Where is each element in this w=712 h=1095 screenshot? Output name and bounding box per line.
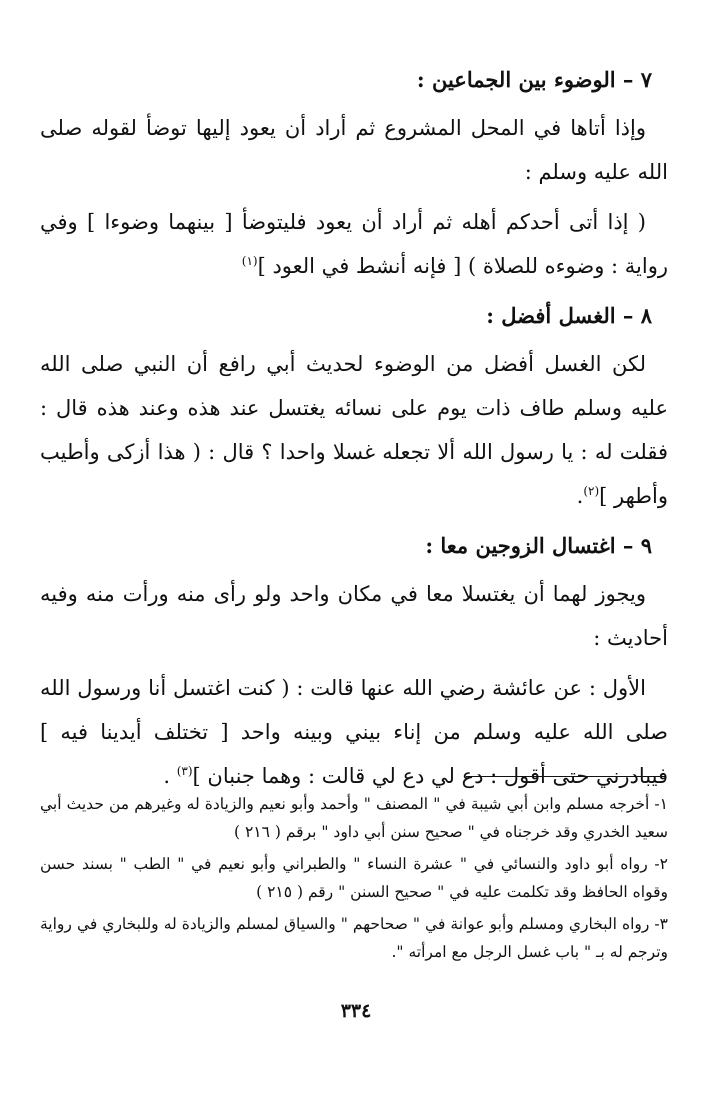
section-heading-7: ٧ – الوضوء بين الجماعين :: [416, 67, 652, 92]
page-number: ٣٣٤: [340, 1000, 372, 1022]
footnote-ref-2: (٢): [583, 484, 600, 498]
page-body: [40, 58, 668, 804]
paragraph-8-text: لكن الغسل أفضل من الوضوء لحديث أبي رافع أن النبي صلى الله عليه وسلم طاف ذات يوم على نسائه يغتسل عند هذه وعند هذه قال : فقلت له : يا رسول الله ألا تجعله غسلا واحدا ؟ قال : ( هذا أزكى وأطيب وأطهر ]: [40, 352, 668, 508]
footnote-ref-1: (١): [241, 254, 258, 268]
paragraph-9-1: ويجوز لهما أن يغتسلا معا في مكان واحد ولو رأى منه ورأت منه وفيه أحاديث :: [40, 582, 668, 650]
footnote-1: ١- أخرجه مسلم وابن أبي شيبة في " المصنف " وأحمد وأبو نعيم والزيادة له وغيرهم من حديث أبي سعيد الخدري وقد خرجناه في " صحيح سنن أبي داود " برقم ( ٢١٦ ): [40, 795, 668, 841]
footnote-separator: [466, 776, 666, 777]
paragraph-7-1: وإذا أتاها في المحل المشروع ثم أراد أن يعود إليها توضأ لقوله صلى الله عليه وسلم :: [40, 116, 668, 184]
paragraph-9-2-end: .: [163, 764, 171, 788]
paragraph-9-2-text: الأول : عن عائشة رضي الله عنها قالت : ( كنت اغتسل أنا ورسول الله صلى الله عليه وسلم من إناء بيني وبينه واحد [ تختلف أيدينا فيه ] فيبادرني حتى أقول : دع لي دع لي قالت : وهما جنبان ]: [40, 676, 668, 788]
paragraph-8-end: .: [576, 484, 584, 508]
section-heading-8: ٨ – الغسل أفضل :: [486, 303, 652, 328]
paragraph-7-2: [40, 200, 668, 288]
section-heading-9: ٩ – اغتسال الزوجين معا :: [425, 533, 652, 558]
paragraph-8: [40, 342, 668, 518]
paragraph-9-2: [40, 666, 668, 798]
footnote-3: ٣- رواه البخاري ومسلم وأبو عوانة في " صحاحهم " والسياق لمسلم والزيادة له وللبخاري في رواية وترجم له بـ " باب غسل الرجل مع امرأته ".: [40, 915, 668, 961]
footnotes: [40, 790, 668, 970]
paragraph-7-2-text: ( إذا أتى أحدكم أهله ثم أراد أن يعود فليتوضأ [ بينهما وضوءا ] وفي رواية : وضوءه للصلاة ) [ فإنه أنشط في العود ]: [40, 210, 668, 278]
footnote-ref-3: (٣): [176, 764, 193, 778]
footnote-2: ٢- رواه أبو داود والنسائي في " عشرة النساء " والطبراني وأبو نعيم في " الطب " بسند حسن وقواه الحافظ وقد تكلمت عليه في " صحيح السنن " رقم ( ٢١٥ ): [40, 855, 668, 901]
